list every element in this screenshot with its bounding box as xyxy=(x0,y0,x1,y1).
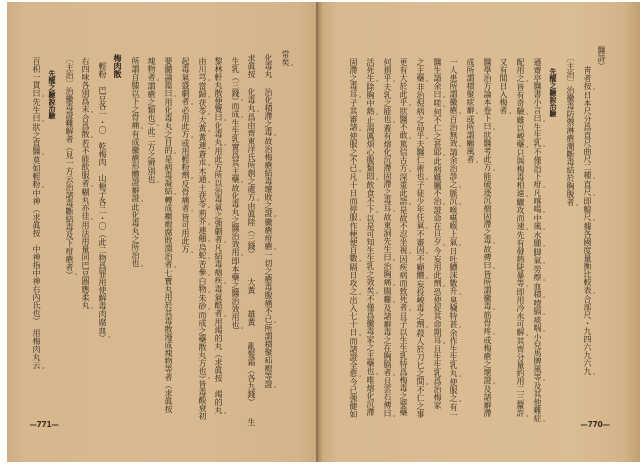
text-column: 塊物者。謂瘡之類也）。此二方之辨別也。 xyxy=(147,57,159,187)
text-column: 右四味各別爲末。合爲散。若不能飲服者。糊丸亦佳。用法用量同巴豆圓應柔丸。 xyxy=(81,57,93,313)
note-label: 求眞按 xyxy=(247,54,256,78)
section-heading: 先醒之驗說治驗 xyxy=(48,70,57,119)
page-number: —771— xyxy=(29,420,59,429)
formula-label: 化毒丸 xyxy=(264,54,273,78)
text-column: 由川芎。當歸。茯苓。大黃。黃連。蒼朮。木通。土茯苓。荊芥。連翹。烏蛇。苦參。白物。朱砂。而成之藥散丸方也）。皆毒酸衰初 xyxy=(198,57,210,420)
indications-column: 〔主治〕治黴毒證難解者（見一方云治諸毒斷結毒及下疳瘡者）。 xyxy=(65,55,77,279)
text-column: 治化積滯之毒。故治梅瘡結毒壞敗之證。黴瘡疳瘡。一切之瘡毒腹痛不已。所謂積聚疝瘕等證。 xyxy=(264,88,276,392)
text-column: 要髓論篇曰。用化毒丸之目的。是病毒凝結。轉成癥瘕腐敗潰治者。七寶丸用於其毒散漫成塊物等者（求眞按 xyxy=(164,57,176,413)
text-column: 一人患所謂黴瘡。百治無效。請余治診之。脈沉。喉嚥喉上氣。日吐膿沫數升。臭穢特甚。余作生生乳丸。使服之。有一 xyxy=(449,58,461,419)
text-column: 靑者按。日本尺分爲直尺曲尺二種。直尺。即鯨尺。據各國度量衡比較表。合部尺・九四六九六九。 xyxy=(583,66,595,379)
ingredients-column: 輕粉 巴豆各一・〇 乾梅肉 山梔子各二・〇（此二物爲罪用使解毒肉腐血）。 xyxy=(98,62,110,342)
text-column: 之主藥。非治倪病之品乎。夫醫仁術也。子徒少年任氣。不審因。不顧體。妄投峻毒之劑。殺人於刀匕之間。不仁之事 xyxy=(416,58,428,418)
section-heading: 先醒之驗說治驗 xyxy=(549,68,558,117)
text-column: 醫學治方論本卷下曰。狀醫考此方。能破逐沉痼固滯之毒。故傳曰。皆所謂黴毒。筋骨疼。或梅瘡之壞證。及諸癖滯 xyxy=(483,58,495,417)
text-column: 活死生。除胸中熱。止渴厲煩心腹類悶。飲食不下。以是可知生生乳之效矣。不僅爲黴毒家之主藥也。唯熔化沉滯 xyxy=(366,58,378,416)
text-column: 百枳一貫曰。先生曰。狀之直醫。莫如輕粉。中神（求眞按 中神指中神右內氏也） 用梅肉丸云。 xyxy=(32,57,44,373)
text-column: 又有間日入梅者。 xyxy=(499,58,511,118)
formula-heading: 梅肉散 xyxy=(113,54,123,78)
text-column: 固滯之毒耳。子其審諸。使服之不已。凡十日而停服。作梗便自數。隔日攻之。出入七十日。而諸證全愈。今已強健如 xyxy=(349,58,361,418)
running-fragment: 醫詩） xyxy=(597,46,606,70)
text-column: 醫生請余曰。嗟。何不仁之甚耶。此病雖屬不治。證命在旦夕。今妄用此劑。恐使促其命期耳。且生生乳爲治梅家 xyxy=(433,58,445,409)
text-column: 生乳（三錢）。而成。生生乳實爲其主藥。故化毒丸之醫治效用。即本藥之醫治效用也。 xyxy=(231,57,243,333)
text-column: 黎林軒丸散便覽曰。化毒丸。用此方所以治毒氣之強劇者。凡結毒痼疾。毒氣酷者。用竭的丸（求眞按 竭的丸。 xyxy=(214,57,226,418)
text-column: 配用之。皆有奇驗。雖以峻藥。只與梅毒相遠。驟攻而速。先有發熱陡暴等。即用冷水可解。其齊分量約用二三釐許。 xyxy=(516,58,528,421)
ingredients-column: 化毒丸。爲由齊東洋氏所創之處方。由眞陸（三錢） 大黃 雄黃 亂髮霜（各九錢） 生 xyxy=(247,88,259,426)
text-column: 何損乎。夫乳之能也。蓋有熔化沉滯固滯之毒耳。故東洞先生曰。治胸痛。腸癰。及諸癖毒之在胸膈者。且雲石傳曰。 xyxy=(383,58,395,421)
indications-column: 〔主治〕治黴毒防禦淋瘡潮斷毒結於胸腹者。 xyxy=(566,54,578,210)
gutter-shadow xyxy=(318,2,323,462)
text-column: 遜齋亭醫書小言曰。生生乳。不僅治下疳。凡喀喝。中風。水腫。脚氣。勞瘵。血積。噎膈。痰喘。小兒馬脾風等。及其他難症。 xyxy=(533,58,545,426)
text-column: 所謂自膝以下之骨痛。有成黴瘡形體證癖證。此化毒丸之所治也。 xyxy=(131,57,143,271)
text-column: 成所謂積聚痃癖。或所謂癩風者。 xyxy=(466,58,478,167)
text-column: 更有大於此乎。狀醫不敢。篤信古方。深重此語。是故不忍坐視。因疾病而致死者。且子以生生乳特爲梅毒之要藥 xyxy=(399,58,411,416)
text-column: 起毒氣盛劇者。必用此方。或用輕粉劑。反骨痛者。皆可用此方。 xyxy=(181,57,193,257)
page-number: —770— xyxy=(580,420,610,429)
text-column: 常矣。 xyxy=(281,50,293,70)
